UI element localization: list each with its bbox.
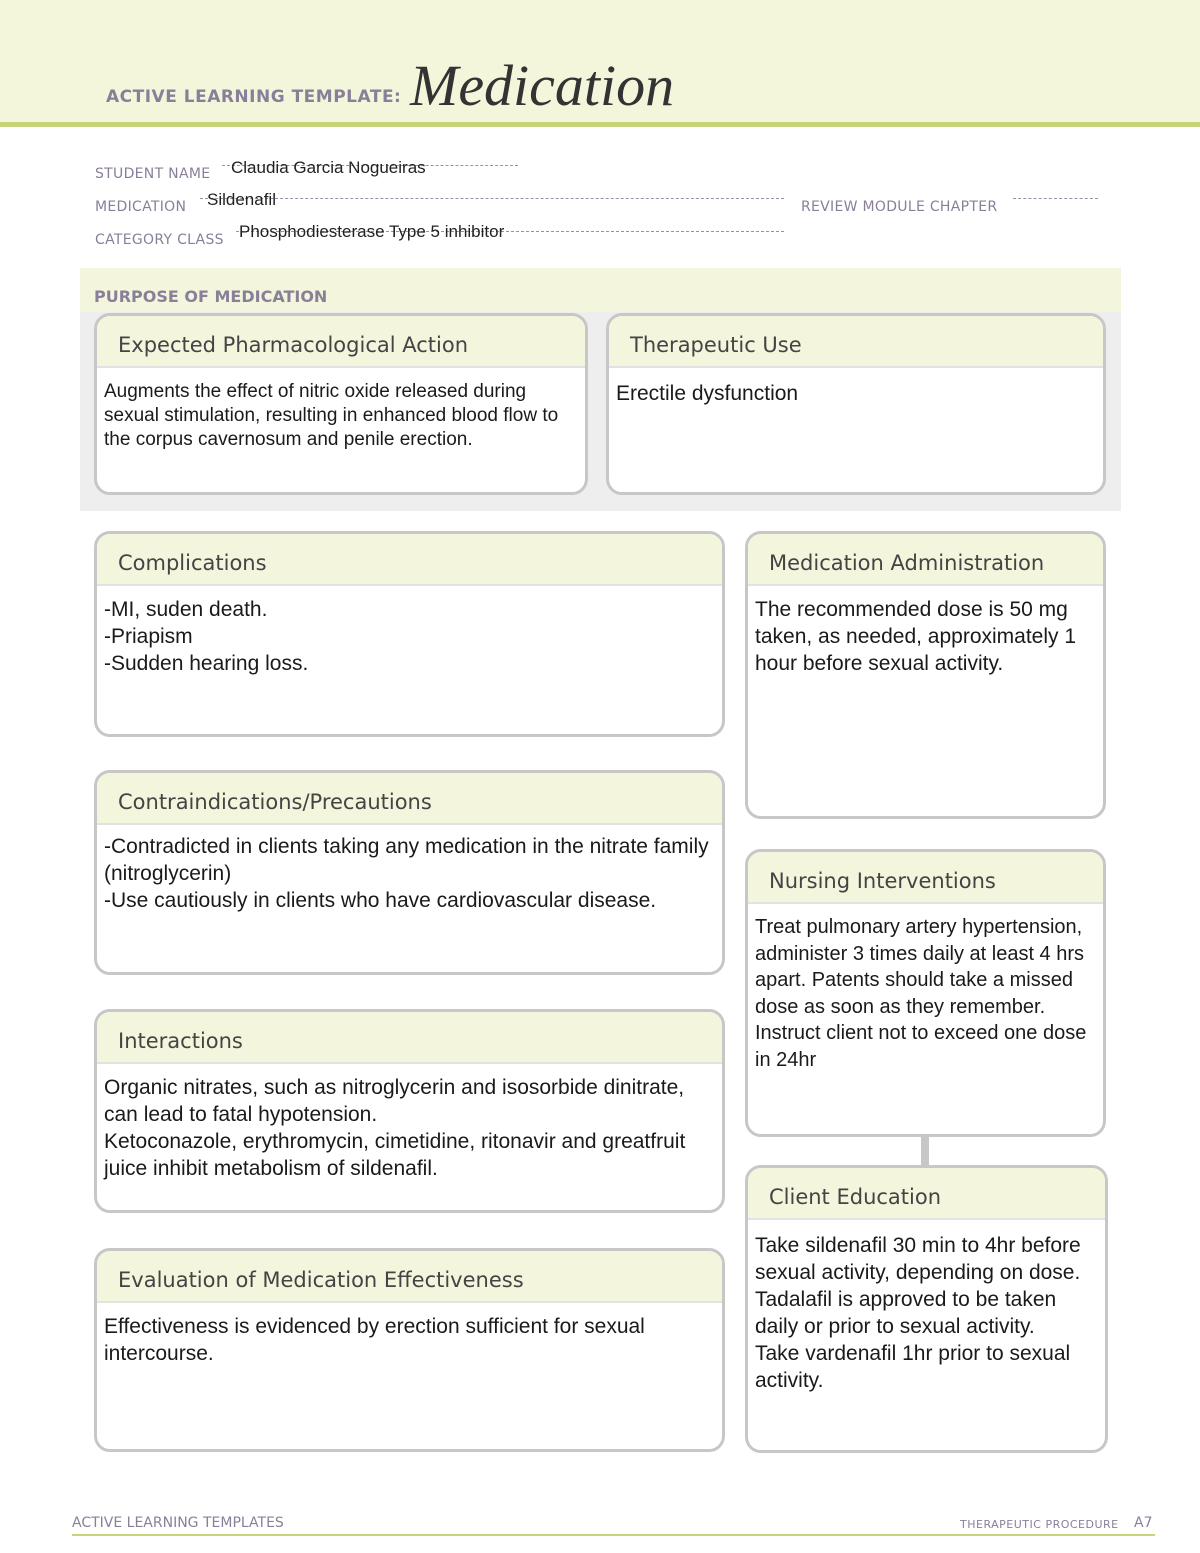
interactions-card bbox=[94, 1009, 725, 1213]
contraindications-title: Contraindications/Precautions bbox=[97, 773, 722, 825]
client-education-body[interactable]: Take sildenafil 30 min to 4hr before sexual activity, depending on dose. Tadalafil is approved to be taken daily or prior to sexual activity. Take vardenafil 1hr prior to sexual activity. bbox=[755, 1234, 1081, 1392]
category-class-label: CATEGORY CLASS bbox=[95, 232, 224, 248]
purpose-label: PURPOSE OF MEDICATION bbox=[94, 287, 328, 306]
evaluation-title: Evaluation of Medication Effectiveness bbox=[97, 1251, 722, 1303]
therapeutic-use-title: Therapeutic Use bbox=[609, 316, 1103, 368]
nursing-interventions-title: Nursing Interventions bbox=[748, 852, 1103, 904]
therapeutic-use-card bbox=[606, 313, 1106, 495]
expected-action-card bbox=[94, 313, 588, 495]
complications-title: Complications bbox=[97, 534, 722, 586]
interactions-body[interactable]: Organic nitrates, such as nitroglycerin and isosorbide dinitrate, can lead to fatal hypotension. Ketoconazole, erythromycin, cimetidine, ritonavir and greatfruit juice inhibit metabolism of sildenafil. bbox=[104, 1076, 686, 1180]
nursing-interventions-card bbox=[745, 849, 1106, 1137]
client-education-title: Client Education bbox=[748, 1168, 1105, 1220]
medication-line bbox=[200, 198, 784, 199]
client-education-card bbox=[745, 1165, 1108, 1453]
interactions-title: Interactions bbox=[97, 1012, 722, 1064]
review-module-label: REVIEW MODULE CHAPTER bbox=[801, 199, 998, 215]
footer-left: ACTIVE LEARNING TEMPLATES bbox=[72, 1515, 284, 1531]
contraindications-card bbox=[94, 770, 725, 975]
expected-action-title: Expected Pharmacological Action bbox=[97, 316, 585, 368]
purpose-header bbox=[80, 268, 1121, 312]
complications-card bbox=[94, 531, 725, 737]
page-number: A7 bbox=[1134, 1515, 1153, 1531]
administration-card bbox=[745, 531, 1106, 819]
footer-right: THERAPEUTIC PROCEDURE bbox=[960, 1518, 1119, 1531]
complications-body[interactable]: -MI, suden death. -Priapism -Sudden hearing loss. bbox=[104, 598, 309, 675]
footer-rule bbox=[72, 1534, 1155, 1536]
medication-label: MEDICATION bbox=[95, 199, 187, 215]
review-module-line bbox=[1013, 198, 1098, 199]
expected-action-body[interactable]: Augments the effect of nitric oxide released during sexual stimulation, resulting in enhanced blood flow to the corpus cavernosum and penile erection. bbox=[104, 381, 559, 450]
category-class-field[interactable]: Phosphodiesterase Type 5 inhibitor bbox=[239, 222, 505, 241]
page-title: Medication bbox=[410, 53, 675, 118]
header-rule bbox=[0, 122, 1200, 127]
template-label: ACTIVE LEARNING TEMPLATE: bbox=[106, 87, 402, 107]
administration-body[interactable]: The recommended dose is 50 mg taken, as needed, approximately 1 hour before sexual activity. bbox=[755, 598, 1077, 675]
evaluation-card bbox=[94, 1248, 725, 1452]
administration-title: Medication Administration bbox=[748, 534, 1103, 586]
connector-bar bbox=[921, 1135, 929, 1165]
contraindications-body[interactable]: -Contradicted in clients taking any medication in the nitrate family (nitroglycerin) -Use cautiously in clients who have cardiovascular disease. bbox=[104, 835, 709, 912]
student-name-label: STUDENT NAME bbox=[95, 166, 211, 182]
nursing-interventions-body[interactable]: Treat pulmonary artery hypertension, administer 3 times daily at least 4 hrs apart. Patents should take a missed dose as soon as they remember. Instruct client not to exceed one dose in 24hr bbox=[755, 916, 1087, 1071]
student-name-field[interactable]: Claudia Garcia Nogueiras bbox=[231, 158, 426, 177]
evaluation-body[interactable]: Effectiveness is evidenced by erection sufficient for sexual intercourse. bbox=[104, 1315, 645, 1365]
medication-field[interactable]: Sildenafil bbox=[207, 190, 276, 209]
therapeutic-use-body[interactable]: Erectile dysfunction bbox=[616, 382, 799, 405]
